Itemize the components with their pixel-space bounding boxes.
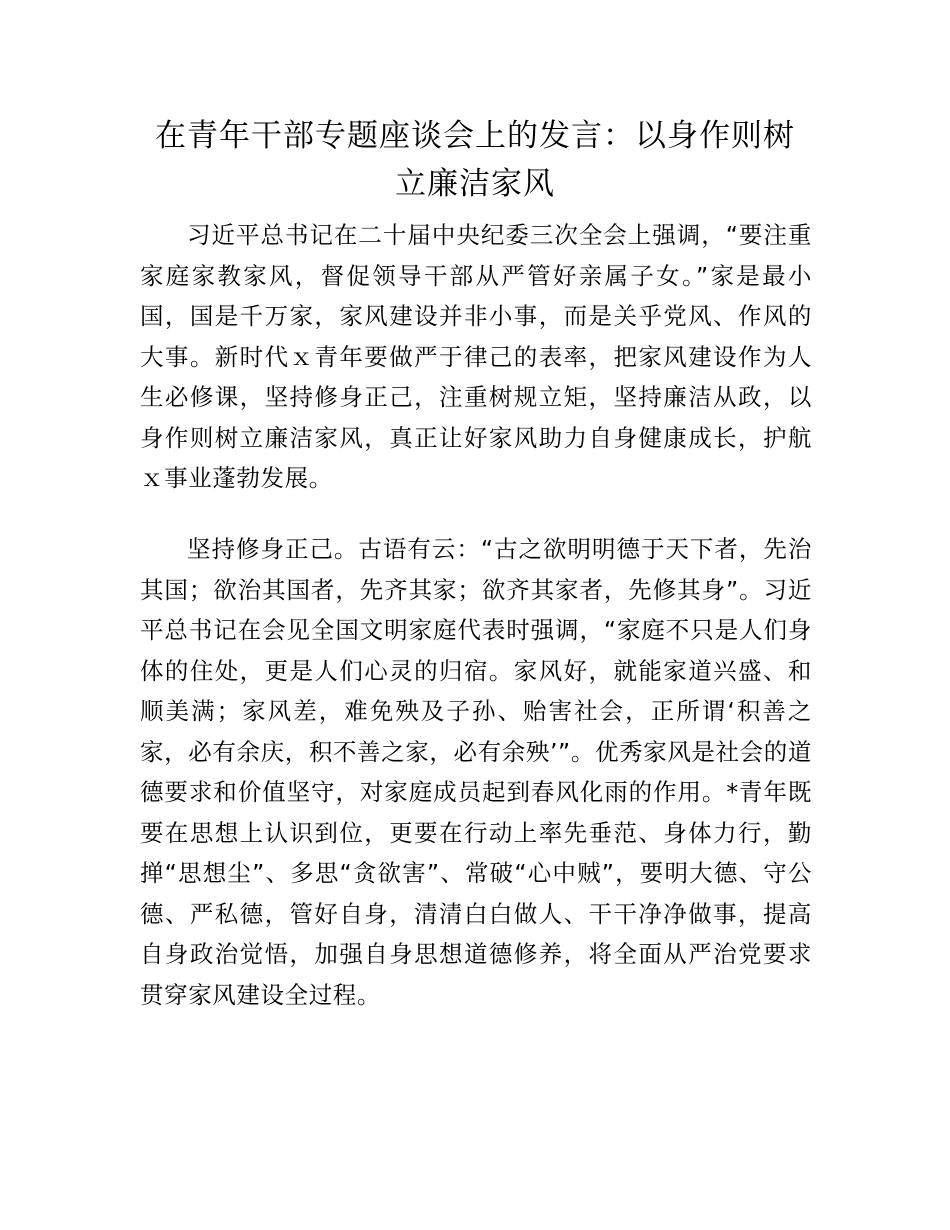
document-title: 在青年干部专题座谈会上的发言：以身作则树立廉洁家风 bbox=[155, 118, 795, 202]
body-paragraph-1: 习近平总书记在二十届中央纪委三次全会上强调，“要注重家庭家教家风，督促领导干部从严管好亲属子女。”家是最小国，国是千万家，家风建设并非小事，而是关乎党风、作风的大事。新时代ｘ青年要做严于律己的表率，把家风建设作为人生必修课，坚持修身正己，注重树规立矩，坚持廉洁从政，以身作则树立廉洁家风，真正让好家风助力自身健康成长，护航ｘ事业蓬勃发展。 bbox=[140, 221, 812, 492]
body-paragraph-2: 坚持修身正己。古语有云：“古之欲明明德于天下者，先治其国；欲治其国者，先齐其家；欲齐其家者，先修其身”。习近平总书记在会见全国文明家庭代表时强调，“家庭不只是人们身体的住处，更是人们心灵的归宿。家风好，就能家道兴盛、和顺美满；家风差，难免殃及子孙、贻害社会，正所谓‘积善之家，必有余庆，积不善之家，必有余殃’”。优秀家风是社会的道德要求和价值坚守，对家庭成员起到春风化雨的作用。*青年既要在思想上认识到位，更要在行动上率先垂范、身体力行，勤掸“思想尘”、多思“贪欲害”、常破“心中贼”，要明大德、守公德、严私德，管好自身，清清白白做人、干干净净做事，提高自身政治觉悟，加强自身思想道德修养，将全面从严治党要求贯穿家风建设全过程。 bbox=[140, 535, 812, 1009]
